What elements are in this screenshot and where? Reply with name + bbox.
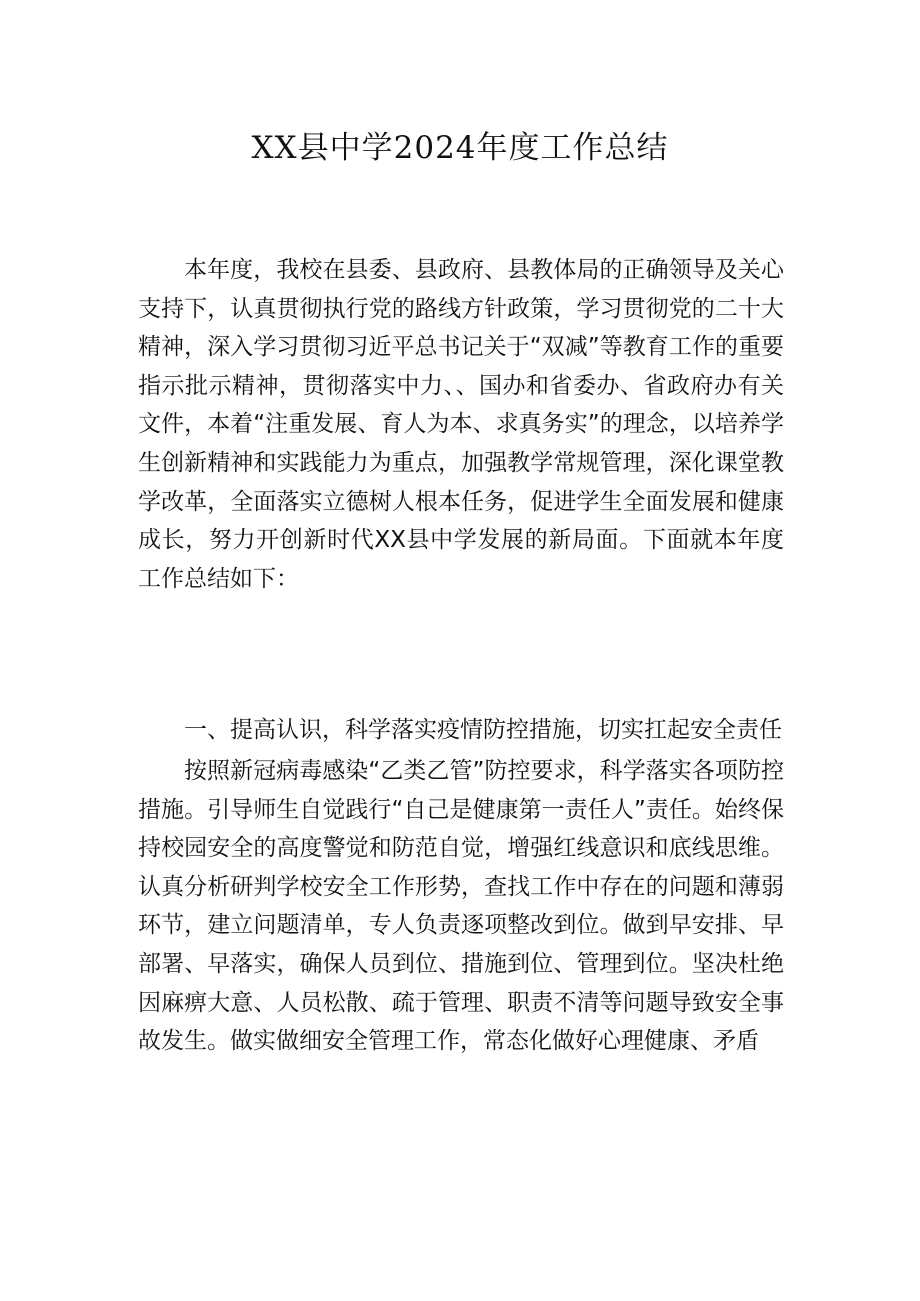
section-1-heading: 一、提高认识，科学落实疫情防控措施，切实扛起安全责任 — [184, 717, 782, 743]
intro-paragraph: 本年度，我校在县委、县政府、县教体局的正确领导及关心支持下，认真贯彻执行党的路线方针政策，学习贯彻党的二十大精神，深入学习贯彻习近平总书记关于“双减”等教育工作的重要指示批示精神，贯彻落实中力、、国办和省委办、省政府办有关文件，本着“注重发展、育人为本、求真务实”的理念，以培养学生创新精神和实践能力为重点，加强教学常规管理，深化课堂教学改革，全面落实立德树人根本任务，促进学生全面发展和健康成长，努力开创新时代XX县中学发展的新局面。下面就本年度工作总结如下： — [138, 257, 784, 592]
document-title: XX县中学2024年度工作总结 — [251, 130, 669, 166]
section-1-paragraph: 按照新冠病毒感染“乙类乙管”防控要求，科学落实各项防控措施。引导师生自觉践行“自己是健康第一责任人”责任。始终保持校园安全的高度警觉和防范自觉，增强红线意识和底线思维。认真分析研判学校安全工作形势，查找工作中存在的问题和薄弱环节，建立问题清单，专人负责逐项整改到位。做到早安排、早部署、早落实，确保人员到位、措施到位、管理到位。坚决杜绝因麻痹大意、人员松散、疏于管理、职责不清等问题导致安全事故发生。做实做细安全管理工作，常态化做好心理健康、矛盾 — [138, 758, 784, 1055]
